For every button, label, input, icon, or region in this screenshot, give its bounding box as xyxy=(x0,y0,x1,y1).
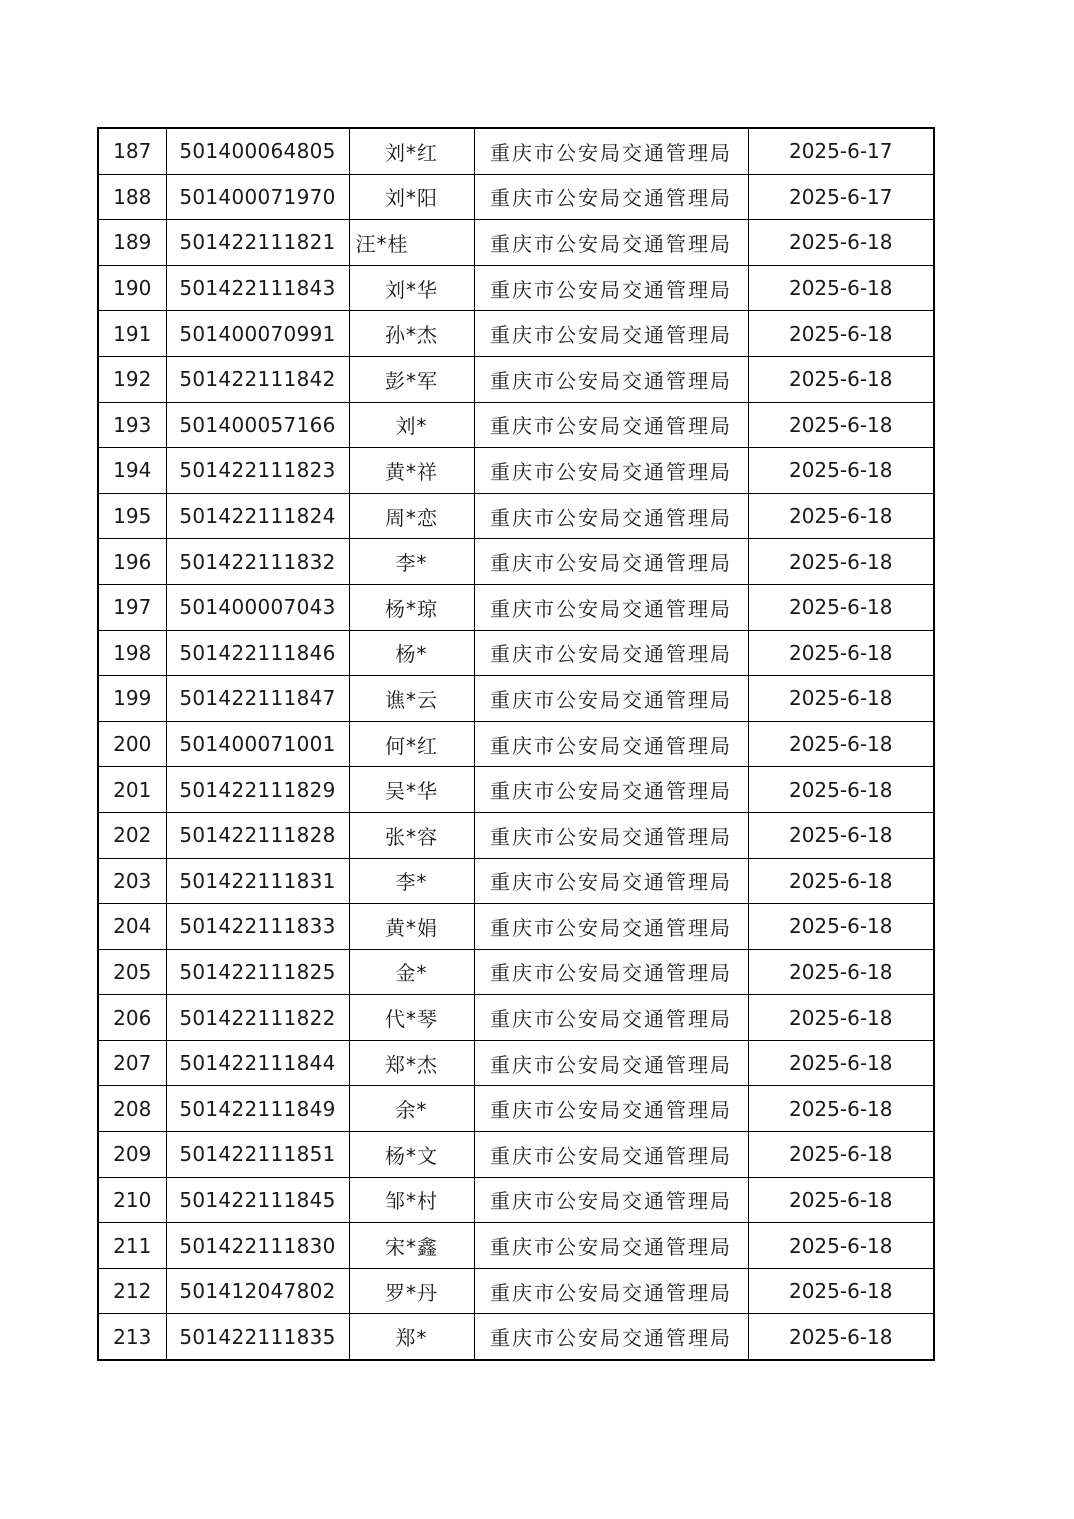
row-number-cell: 202 xyxy=(98,812,166,858)
record-id-cell: 501422111830 xyxy=(166,1223,349,1269)
record-id-cell: 501400071970 xyxy=(166,174,349,220)
organization-cell: 重庆市公安局交通管理局 xyxy=(474,630,748,676)
person-name-cell: 余* xyxy=(349,1086,474,1132)
date-cell: 2025-6-18 xyxy=(748,1268,934,1314)
organization-cell: 重庆市公安局交通管理局 xyxy=(474,1177,748,1223)
record-id-cell: 501400071001 xyxy=(166,721,349,767)
record-table-body xyxy=(98,128,934,1360)
person-name-cell: 彭*军 xyxy=(349,356,474,402)
row-number-cell: 212 xyxy=(98,1268,166,1314)
person-name-cell: 吴*华 xyxy=(349,767,474,813)
record-id-cell: 501422111825 xyxy=(166,949,349,995)
row-number-cell: 211 xyxy=(98,1223,166,1269)
person-name-cell: 谯*云 xyxy=(349,676,474,722)
row-number-cell: 197 xyxy=(98,584,166,630)
person-name-cell: 黄*娟 xyxy=(349,904,474,950)
row-number-cell: 199 xyxy=(98,676,166,722)
person-name-cell: 宋*鑫 xyxy=(349,1223,474,1269)
row-number-cell: 204 xyxy=(98,904,166,950)
organization-cell: 重庆市公安局交通管理局 xyxy=(474,174,748,220)
organization-cell: 重庆市公安局交通管理局 xyxy=(474,1086,748,1132)
date-cell: 2025-6-18 xyxy=(748,402,934,448)
row-number-cell: 192 xyxy=(98,356,166,402)
person-name-cell: 周*恋 xyxy=(349,493,474,539)
date-cell: 2025-6-18 xyxy=(748,812,934,858)
organization-cell: 重庆市公安局交通管理局 xyxy=(474,584,748,630)
table-row xyxy=(98,767,934,813)
row-number-cell: 194 xyxy=(98,448,166,494)
date-cell: 2025-6-18 xyxy=(748,767,934,813)
record-id-cell: 501422111847 xyxy=(166,676,349,722)
record-id-cell: 501422111828 xyxy=(166,812,349,858)
organization-cell: 重庆市公安局交通管理局 xyxy=(474,265,748,311)
organization-cell: 重庆市公安局交通管理局 xyxy=(474,311,748,357)
record-id-cell: 501422111851 xyxy=(166,1132,349,1178)
record-id-cell: 501422111824 xyxy=(166,493,349,539)
person-name-cell: 李* xyxy=(349,539,474,585)
organization-cell: 重庆市公安局交通管理局 xyxy=(474,721,748,767)
record-id-cell: 501400070991 xyxy=(166,311,349,357)
record-id-cell: 501422111833 xyxy=(166,904,349,950)
record-id-cell: 501422111846 xyxy=(166,630,349,676)
organization-cell: 重庆市公安局交通管理局 xyxy=(474,858,748,904)
record-id-cell: 501422111845 xyxy=(166,1177,349,1223)
record-id-cell: 501422111823 xyxy=(166,448,349,494)
record-id-cell: 501422111835 xyxy=(166,1314,349,1360)
record-id-cell: 501422111831 xyxy=(166,858,349,904)
row-number-cell: 191 xyxy=(98,311,166,357)
table-row xyxy=(98,1132,934,1178)
person-name-cell: 刘*华 xyxy=(349,265,474,311)
row-number-cell: 210 xyxy=(98,1177,166,1223)
table-row xyxy=(98,220,934,266)
record-table xyxy=(97,127,935,1361)
date-cell: 2025-6-18 xyxy=(748,904,934,950)
record-id-cell: 501422111849 xyxy=(166,1086,349,1132)
organization-cell: 重庆市公安局交通管理局 xyxy=(474,1314,748,1360)
row-number-cell: 208 xyxy=(98,1086,166,1132)
table-row xyxy=(98,904,934,950)
person-name-cell: 刘*阳 xyxy=(349,174,474,220)
table-row xyxy=(98,630,934,676)
record-id-cell: 501422111843 xyxy=(166,265,349,311)
date-cell: 2025-6-17 xyxy=(748,128,934,174)
organization-cell: 重庆市公安局交通管理局 xyxy=(474,402,748,448)
date-cell: 2025-6-18 xyxy=(748,676,934,722)
date-cell: 2025-6-18 xyxy=(748,1177,934,1223)
table-row xyxy=(98,174,934,220)
record-id-cell: 501422111832 xyxy=(166,539,349,585)
person-name-cell: 邹*村 xyxy=(349,1177,474,1223)
date-cell: 2025-6-18 xyxy=(748,1314,934,1360)
person-name-cell: 代*琴 xyxy=(349,995,474,1041)
organization-cell: 重庆市公安局交通管理局 xyxy=(474,812,748,858)
organization-cell: 重庆市公安局交通管理局 xyxy=(474,904,748,950)
record-id-cell: 501422111844 xyxy=(166,1040,349,1086)
organization-cell: 重庆市公安局交通管理局 xyxy=(474,767,748,813)
table-row xyxy=(98,721,934,767)
table-row xyxy=(98,448,934,494)
date-cell: 2025-6-18 xyxy=(748,721,934,767)
record-id-cell: 501400064805 xyxy=(166,128,349,174)
table-row xyxy=(98,539,934,585)
table-row xyxy=(98,1223,934,1269)
table-row xyxy=(98,1314,934,1360)
date-cell: 2025-6-18 xyxy=(748,995,934,1041)
person-name-cell: 黄*祥 xyxy=(349,448,474,494)
date-cell: 2025-6-18 xyxy=(748,584,934,630)
date-cell: 2025-6-18 xyxy=(748,630,934,676)
row-number-cell: 188 xyxy=(98,174,166,220)
date-cell: 2025-6-18 xyxy=(748,949,934,995)
person-name-cell: 孙*杰 xyxy=(349,311,474,357)
organization-cell: 重庆市公安局交通管理局 xyxy=(474,1223,748,1269)
organization-cell: 重庆市公安局交通管理局 xyxy=(474,1040,748,1086)
date-cell: 2025-6-18 xyxy=(748,1086,934,1132)
person-name-cell: 金* xyxy=(349,949,474,995)
person-name-cell: 汪*桂 xyxy=(349,220,474,266)
row-number-cell: 195 xyxy=(98,493,166,539)
table-row xyxy=(98,584,934,630)
table-row xyxy=(98,1268,934,1314)
organization-cell: 重庆市公安局交通管理局 xyxy=(474,676,748,722)
organization-cell: 重庆市公安局交通管理局 xyxy=(474,539,748,585)
date-cell: 2025-6-18 xyxy=(748,1132,934,1178)
date-cell: 2025-6-18 xyxy=(748,311,934,357)
person-name-cell: 李* xyxy=(349,858,474,904)
date-cell: 2025-6-18 xyxy=(748,539,934,585)
organization-cell: 重庆市公安局交通管理局 xyxy=(474,1268,748,1314)
table-row xyxy=(98,402,934,448)
person-name-cell: 杨*琼 xyxy=(349,584,474,630)
person-name-cell: 刘*红 xyxy=(349,128,474,174)
table-row xyxy=(98,949,934,995)
organization-cell: 重庆市公安局交通管理局 xyxy=(474,949,748,995)
person-name-cell: 郑* xyxy=(349,1314,474,1360)
table-row xyxy=(98,1040,934,1086)
organization-cell: 重庆市公安局交通管理局 xyxy=(474,995,748,1041)
table-row xyxy=(98,311,934,357)
row-number-cell: 198 xyxy=(98,630,166,676)
person-name-cell: 刘* xyxy=(349,402,474,448)
table-row xyxy=(98,356,934,402)
date-cell: 2025-6-18 xyxy=(748,493,934,539)
organization-cell: 重庆市公安局交通管理局 xyxy=(474,448,748,494)
date-cell: 2025-6-18 xyxy=(748,265,934,311)
date-cell: 2025-6-17 xyxy=(748,174,934,220)
record-id-cell: 501412047802 xyxy=(166,1268,349,1314)
row-number-cell: 213 xyxy=(98,1314,166,1360)
date-cell: 2025-6-18 xyxy=(748,1223,934,1269)
row-number-cell: 209 xyxy=(98,1132,166,1178)
organization-cell: 重庆市公安局交通管理局 xyxy=(474,1132,748,1178)
table-row xyxy=(98,1086,934,1132)
date-cell: 2025-6-18 xyxy=(748,356,934,402)
row-number-cell: 207 xyxy=(98,1040,166,1086)
row-number-cell: 201 xyxy=(98,767,166,813)
date-cell: 2025-6-18 xyxy=(748,858,934,904)
table-row xyxy=(98,493,934,539)
table-row xyxy=(98,265,934,311)
record-id-cell: 501422111842 xyxy=(166,356,349,402)
table-row xyxy=(98,812,934,858)
record-id-cell: 501422111822 xyxy=(166,995,349,1041)
person-name-cell: 杨*文 xyxy=(349,1132,474,1178)
person-name-cell: 罗*丹 xyxy=(349,1268,474,1314)
date-cell: 2025-6-18 xyxy=(748,448,934,494)
row-number-cell: 196 xyxy=(98,539,166,585)
record-id-cell: 501422111821 xyxy=(166,220,349,266)
row-number-cell: 205 xyxy=(98,949,166,995)
table-row xyxy=(98,858,934,904)
person-name-cell: 何*红 xyxy=(349,721,474,767)
person-name-cell: 杨* xyxy=(349,630,474,676)
organization-cell: 重庆市公安局交通管理局 xyxy=(474,220,748,266)
row-number-cell: 187 xyxy=(98,128,166,174)
row-number-cell: 193 xyxy=(98,402,166,448)
row-number-cell: 206 xyxy=(98,995,166,1041)
table-row xyxy=(98,995,934,1041)
person-name-cell: 张*容 xyxy=(349,812,474,858)
record-id-cell: 501422111829 xyxy=(166,767,349,813)
table-row xyxy=(98,128,934,174)
table-row xyxy=(98,676,934,722)
person-name-cell: 郑*杰 xyxy=(349,1040,474,1086)
record-id-cell: 501400007043 xyxy=(166,584,349,630)
organization-cell: 重庆市公安局交通管理局 xyxy=(474,128,748,174)
record-id-cell: 501400057166 xyxy=(166,402,349,448)
row-number-cell: 190 xyxy=(98,265,166,311)
organization-cell: 重庆市公安局交通管理局 xyxy=(474,356,748,402)
table-row xyxy=(98,1177,934,1223)
date-cell: 2025-6-18 xyxy=(748,220,934,266)
row-number-cell: 189 xyxy=(98,220,166,266)
date-cell: 2025-6-18 xyxy=(748,1040,934,1086)
organization-cell: 重庆市公安局交通管理局 xyxy=(474,493,748,539)
row-number-cell: 203 xyxy=(98,858,166,904)
row-number-cell: 200 xyxy=(98,721,166,767)
